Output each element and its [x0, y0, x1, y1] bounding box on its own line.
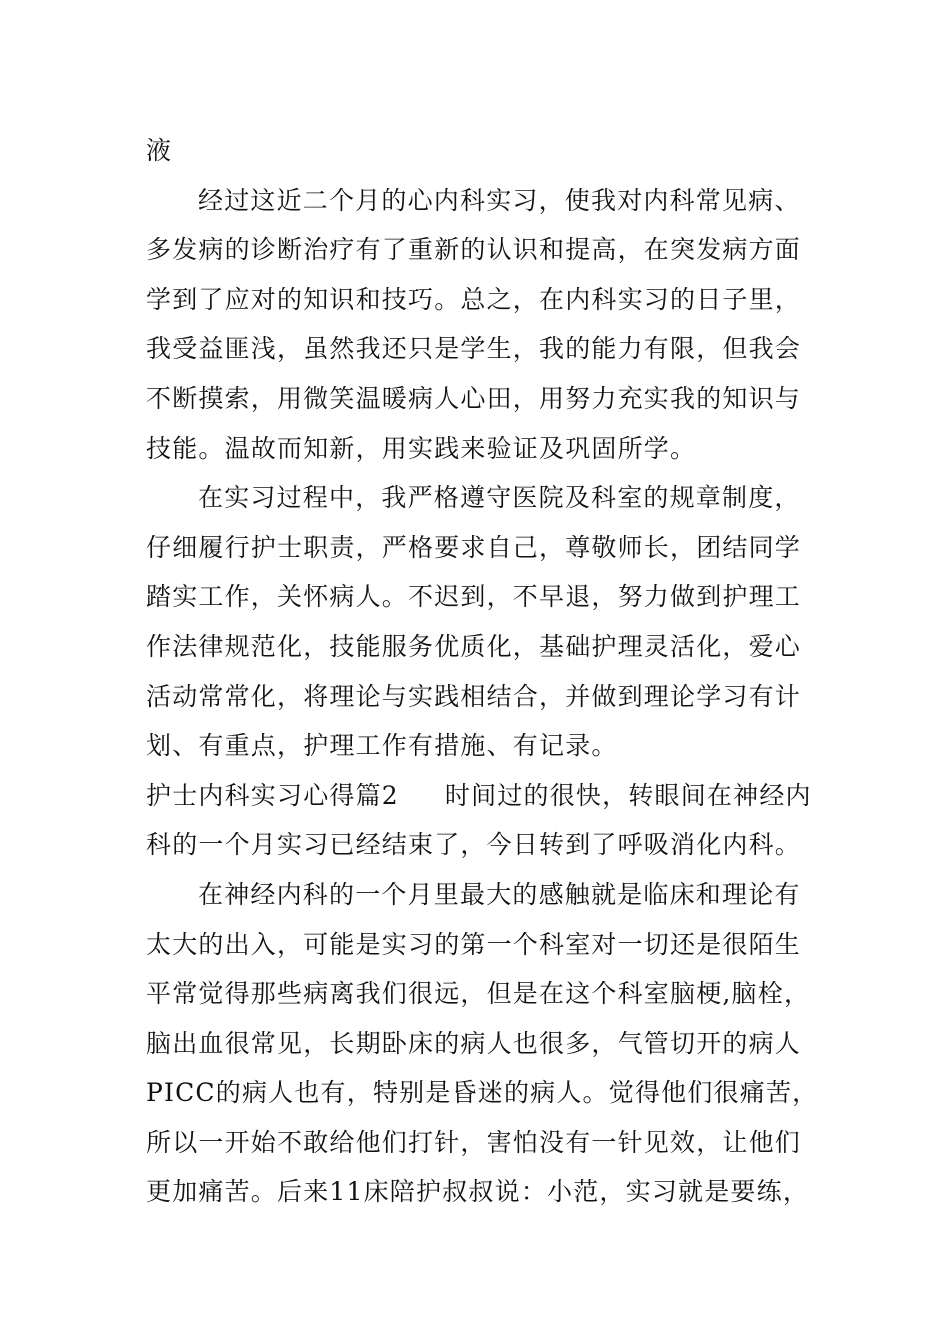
- text-line: 多发病的诊断治疗有了重新的认识和提高，在突发病方面: [146, 235, 802, 265]
- text-line: 科的一个月实习已经结束了，今日转到了呼吸消化内科。: [146, 830, 802, 860]
- text-line: 经过这近二个月的心内科实习，使我对内科常见病、: [198, 185, 801, 215]
- text-line: 所以一开始不敢给他们打针，害怕没有一针见效，让他们: [146, 1127, 802, 1157]
- text-line: 太大的出入，可能是实习的第一个科室对一切还是很陌生: [146, 929, 802, 959]
- text-line: 划、有重点，护理工作有措施、有记录。: [146, 731, 618, 761]
- heading-line: [146, 771, 811, 821]
- text-line: 在实习过程中，我严格遵守医院及科室的规章制度，: [198, 483, 801, 513]
- text-line: 更加痛苦。后来11床陪护叔叔说：小范，实习就是要练，: [146, 1177, 810, 1207]
- text-line: 不断摸索，用微笑温暖病人心田，用努力充实我的知识与: [146, 383, 802, 413]
- text-line: 我受益匪浅，虽然我还只是学生，我的能力有限，但我会: [146, 334, 802, 364]
- text-line: 仔细履行护士职责，严格要求自己，尊敬师长，团结同学: [146, 532, 802, 562]
- text-line: 脑出血很常见，长期卧床的病人也很多，气管切开的病人: [146, 1028, 802, 1058]
- text-line: 平常觉得那些病离我们很远，但是在这个科室脑梗,脑栓，: [146, 979, 811, 1009]
- body-text: [146, 126, 819, 1217]
- heading-trailing-text: 时间过的很快，转眼间在神经内: [444, 780, 812, 810]
- text-line: 技能。温故而知新，用实践来验证及巩固所学。: [146, 433, 697, 463]
- text-line: PICC的病人也有，特别是昏迷的病人。觉得他们很痛苦，: [146, 1078, 819, 1108]
- text-line: 液: [146, 136, 173, 165]
- section-heading: 护士内科实习心得篇2: [146, 780, 399, 810]
- text-line: 活动常常化，将理论与实践相结合，并做到理论学习有计: [146, 681, 802, 711]
- text-line: 踏实工作，关怀病人。不迟到，不早退，努力做到护理工: [146, 582, 802, 612]
- text-line: 作法律规范化，技能服务优质化，基础护理灵活化，爱心: [146, 631, 802, 661]
- text-line: 学到了应对的知识和技巧。总之，在内科实习的日子里，: [146, 284, 802, 314]
- text-line: 在神经内科的一个月里最大的感触就是临床和理论有: [198, 879, 801, 909]
